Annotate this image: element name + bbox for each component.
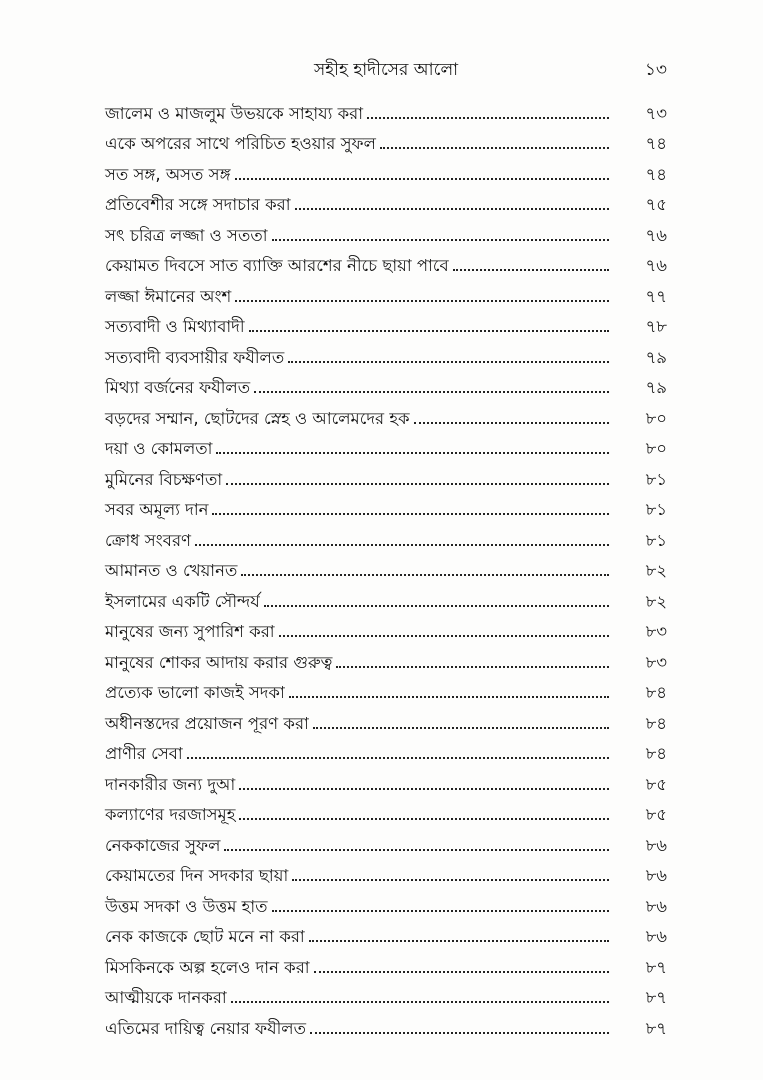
dot-leader xyxy=(367,117,609,119)
dot-leader xyxy=(292,879,609,881)
toc-entry-title: একে অপরের সাথে পরিচিত হওয়ার সুফল xyxy=(105,134,376,153)
dot-leader xyxy=(249,330,609,332)
toc-entry-title: প্রাণীর সেবা xyxy=(105,744,183,763)
book-title: সহীহ হাদীসের আলো xyxy=(313,60,459,80)
toc-row xyxy=(105,979,667,1010)
toc-row xyxy=(105,369,667,400)
dot-leader xyxy=(279,635,609,637)
toc-entry-title: উত্তম সদকা ও উত্তম হাত xyxy=(105,896,268,916)
dot-leader xyxy=(414,422,609,424)
toc-entry-page: ৭৬ xyxy=(645,256,667,275)
toc-entry-title: বড়দের সম্মান, ছোটদের স্নেহ ও আলেমদের হক xyxy=(105,408,410,428)
toc-entry-page: ৮৭ xyxy=(645,988,667,1007)
toc-row xyxy=(105,399,667,430)
dot-leader xyxy=(380,147,609,149)
toc-entry-page: ৭৫ xyxy=(645,195,667,214)
toc-entry-page: ৮১ xyxy=(645,530,667,550)
toc-entry-title: আমানত ও খেয়ানত xyxy=(105,561,238,580)
toc-entry-page: ৮৪ xyxy=(645,744,667,763)
toc-entry-title: সত্যবাদী ও মিথ্যাবাদী xyxy=(105,317,245,336)
dot-leader xyxy=(264,605,609,607)
toc-entry-page: ৮৪ xyxy=(645,713,667,733)
dot-leader xyxy=(241,574,609,576)
toc-entry-title: ইসলামের একটি সৌন্দর্য xyxy=(105,591,260,611)
toc-row xyxy=(105,765,667,796)
toc-row xyxy=(105,155,667,186)
dot-leader xyxy=(313,727,609,729)
toc-entry-title: লজ্জা ঈমানের অংশ xyxy=(105,286,232,306)
toc-row xyxy=(105,186,667,217)
toc-entry-title: কেয়ামতের দিন সদকার ছায়া xyxy=(105,866,289,885)
toc-entry-page: ৮২ xyxy=(645,591,667,611)
toc-entry-title: সত্যবাদী ব্যবসায়ীর ফযীলত xyxy=(105,347,285,367)
toc-entry-title: দয়া ও কোমলতা xyxy=(105,439,213,458)
toc-entry-page: ৭৮ xyxy=(645,317,667,336)
dot-leader xyxy=(272,239,609,241)
toc-row xyxy=(105,247,667,278)
toc-entry-page: ৮১ xyxy=(645,500,667,519)
dot-leader xyxy=(314,971,609,973)
toc-entry-title: আত্মীয়কে দানকরা xyxy=(105,988,227,1007)
toc-entry-title: মিথ্যা বর্জনের ফযীলত xyxy=(105,378,251,397)
toc-row xyxy=(105,857,667,888)
header-page-number: ১৩ xyxy=(644,60,667,80)
toc-entry-page: ৮০ xyxy=(645,408,667,428)
dot-leader xyxy=(254,391,609,393)
dot-leader xyxy=(195,544,609,546)
toc-entry-title: মুমিনের বিচক্ষণতা xyxy=(105,469,223,489)
toc-entry-page: ৮৩ xyxy=(645,622,667,641)
toc-entry-page: ৮৭ xyxy=(645,1018,667,1038)
toc-entry-page: ৭৪ xyxy=(645,164,667,184)
toc-entry-title: এতিমের দায়িত্ব নেয়ার ফযীলত xyxy=(105,1018,306,1038)
toc-entry-title: কল্যাণের দরজাসমূহ xyxy=(105,805,236,824)
toc-entry-title: নেককাজের সুফল xyxy=(105,835,221,855)
toc-entry-title: জালেম ও মাজলুম উভয়কে সাহায্য করা xyxy=(105,103,364,123)
toc-row xyxy=(105,216,667,247)
toc-entry-page: ৭৯ xyxy=(645,347,667,367)
dot-leader xyxy=(288,361,609,363)
toc-row xyxy=(105,674,667,705)
toc-entry-title: মানুষের শোকর আদায় করার গুরুত্ব xyxy=(105,652,333,672)
toc-row xyxy=(105,94,667,125)
toc-row xyxy=(105,735,667,766)
dot-leader xyxy=(224,849,609,851)
toc-entry-page: ৮৪ xyxy=(645,683,667,702)
toc-entry-page: ৮৬ xyxy=(645,927,667,946)
toc-row xyxy=(105,521,667,552)
toc-row xyxy=(105,277,667,308)
dot-leader xyxy=(453,269,609,271)
toc-row xyxy=(105,338,667,369)
toc-row xyxy=(105,887,667,918)
dot-leader xyxy=(239,818,609,820)
toc-entry-page: ৮৫ xyxy=(645,774,667,794)
toc-entry-page: ৭৩ xyxy=(645,103,667,123)
toc-row xyxy=(105,430,667,461)
toc-entry-title: প্রত্যেক ভালো কাজই সদকা xyxy=(105,683,285,702)
toc-entry-page: ৮৬ xyxy=(645,896,667,916)
toc-row xyxy=(105,643,667,674)
toc-entry-page: ৭৯ xyxy=(645,378,667,397)
toc-row xyxy=(105,613,667,644)
toc-entry-title: মিসকিনকে অল্প হলেও দান করা xyxy=(105,957,310,977)
dot-leader xyxy=(235,178,609,180)
toc-row xyxy=(105,460,667,491)
toc-row xyxy=(105,1009,667,1040)
dot-leader xyxy=(216,452,609,454)
dot-leader xyxy=(309,940,609,942)
toc-entry-title: ক্রোধ সংবরণ xyxy=(105,530,192,550)
dot-leader xyxy=(231,1001,609,1003)
dot-leader xyxy=(187,757,609,759)
dot-leader xyxy=(310,1032,609,1034)
toc-entry-page: ৭৪ xyxy=(645,134,667,153)
toc-row xyxy=(105,796,667,827)
toc-row xyxy=(105,582,667,613)
toc-entry-page: ৮৩ xyxy=(645,652,667,672)
toc-entry-page: ৮৬ xyxy=(645,866,667,885)
toc-row xyxy=(105,948,667,979)
dot-leader xyxy=(289,696,609,698)
toc-entry-page: ৭৭ xyxy=(645,286,667,306)
toc-entry-title: নেক কাজকে ছোট মনে না করা xyxy=(105,927,305,946)
dot-leader xyxy=(272,910,610,912)
dot-leader xyxy=(235,300,609,302)
toc-entry-title: মানুষের জন্য সুপারিশ করা xyxy=(105,622,275,641)
dot-leader xyxy=(239,788,609,790)
toc-entry-title: সত সঙ্গ, অসত সঙ্গ xyxy=(105,164,231,184)
toc-entry-title: সৎ চরিত্র লজ্জা ও সততা xyxy=(105,225,268,245)
toc-entry-title: অধীনস্তদের প্রয়োজন পূরণ করা xyxy=(105,713,309,733)
dot-leader xyxy=(295,208,609,210)
toc-row xyxy=(105,491,667,522)
toc-entry-title: কেয়ামত দিবসে সাত ব্যাক্তি আরশের নীচে ছায়া পাবে xyxy=(105,256,449,275)
toc-row xyxy=(105,552,667,583)
toc-entry-title: প্রতিবেশীর সঙ্গে সদাচার করা xyxy=(105,195,291,214)
toc-row xyxy=(105,704,667,735)
toc-entry-page: ৮৬ xyxy=(645,835,667,855)
page-header xyxy=(105,56,667,84)
toc-entry-page: ৮১ xyxy=(645,469,667,489)
toc-row xyxy=(105,308,667,339)
toc-row xyxy=(105,826,667,857)
toc-entry-page: ৮৫ xyxy=(645,805,667,824)
toc-entry-page: ৮৭ xyxy=(645,957,667,977)
dot-leader xyxy=(336,666,609,668)
dot-leader xyxy=(226,483,609,485)
toc-entry-page: ৮২ xyxy=(645,561,667,580)
table-of-contents xyxy=(105,94,667,1040)
toc-entry-title: সবর অমূল্য দান xyxy=(105,500,209,519)
toc-row xyxy=(105,125,667,156)
toc-row xyxy=(105,918,667,949)
toc-entry-page: ৮০ xyxy=(645,439,667,458)
dot-leader xyxy=(212,513,609,515)
toc-entry-page: ৭৬ xyxy=(645,225,667,245)
toc-entry-title: দানকারীর জন্য দুআ xyxy=(105,774,236,794)
